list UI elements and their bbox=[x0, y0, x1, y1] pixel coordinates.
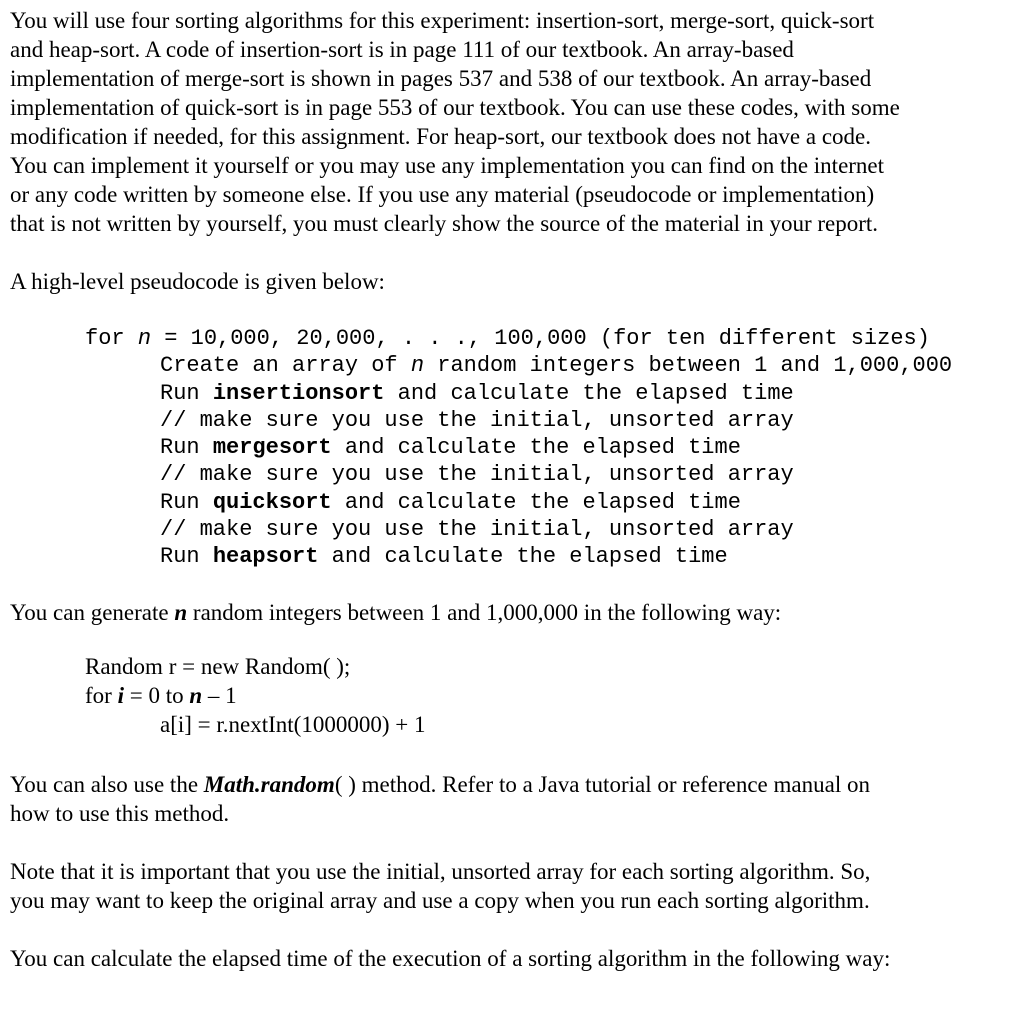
note-paragraph: Note that it is important that you use the initial, unsorted array for each sorting algorithm. So, you may want to keep the original array and use a copy when you run each sorting algorithm. bbox=[10, 858, 871, 913]
pseudocode-comment: // make sure you use the initial, unsorted array bbox=[160, 407, 794, 433]
pseudocode-run-heap: Run heapsort and calculate the elapsed time bbox=[160, 544, 728, 570]
random-code-line-3: a[i] = r.nextInt(1000000) + 1 bbox=[160, 711, 426, 737]
random-intro-paragraph: You can generate n random integers between 1 and 1,000,000 in the following way: bbox=[10, 599, 782, 625]
pseudocode-for-line: for n = 10,000, 20,000, . . ., 100,000 (for ten different sizes) bbox=[85, 326, 930, 351]
math-random-paragraph: You can also use the Math.random( ) method. Refer to a Java tutorial or reference manual on how to use this method. bbox=[10, 771, 870, 826]
random-code-line-2: for i = 0 to n – 1 bbox=[85, 682, 237, 708]
pseudocode-run-merge: Run mergesort and calculate the elapsed time bbox=[160, 435, 741, 461]
random-code-block bbox=[85, 652, 1000, 739]
pseudocode-run-quick: Run quicksort and calculate the elapsed time bbox=[160, 489, 741, 515]
pseudocode-create-line: Create an array of n random integers between 1 and 1,000,000 bbox=[160, 353, 953, 379]
pseudocode-comment: // make sure you use the initial, unsorted array bbox=[160, 517, 794, 543]
random-code-line-1: Random r = new Random( ); bbox=[85, 653, 351, 679]
elapsed-time-paragraph: You can calculate the elapsed time of the execution of a sorting algorithm in the following way: bbox=[10, 945, 891, 971]
document-page bbox=[10, 6, 1000, 973]
pseudocode-comment: // make sure you use the initial, unsorted array bbox=[160, 462, 794, 488]
pseudocode-heading: A high-level pseudocode is given below: bbox=[10, 269, 385, 294]
pseudocode-run-insertion: Run insertionsort and calculate the elapsed time bbox=[160, 380, 794, 406]
pseudocode-block bbox=[85, 325, 1000, 571]
intro-paragraph: You will use four sorting algorithms for this experiment: insertion-sort, merge-sort, quick-sort and heap-sort. A code of insertion-sort is in page 111 of our textbook. An array-based implementation of merge-sort is shown in pages 537 and 538 of our textbook. An array-based implementation of quick-sort is in page 553 of our textbook. You can use these codes, with some modification if needed, for this assignment. For heap-sort, our textbook does not have a code. You can implement it yourself or you may use any implementation you can find on the internet or any code written by someone else. If you use any material (pseudocode or implementation) that is not written by yourself, you must clearly show the source of the material in your report. bbox=[10, 8, 900, 236]
